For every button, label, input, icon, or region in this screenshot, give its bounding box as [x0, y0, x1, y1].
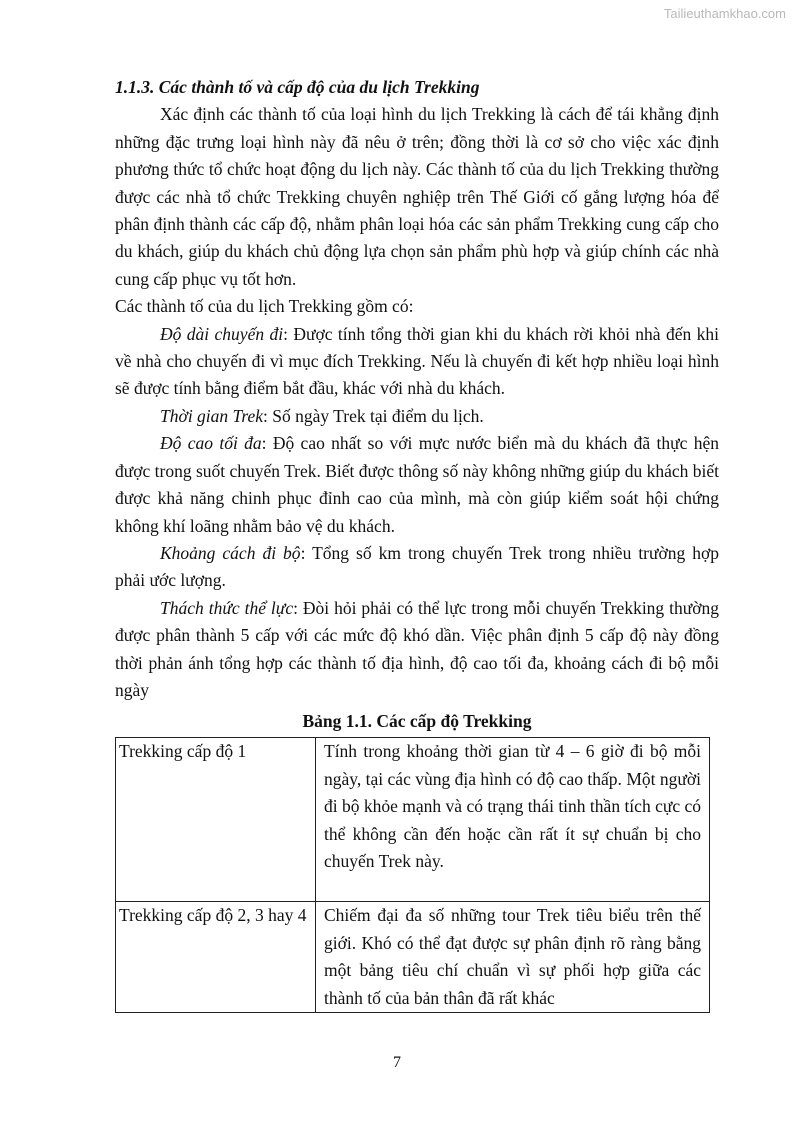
element-term: Khoảng cách đi bộ: [160, 542, 301, 563]
element-text: : Số ngày Trek tại điểm du lịch.: [263, 405, 484, 426]
element-term: Độ dài chuyến đi: [160, 323, 284, 344]
page-number: 7: [393, 1054, 401, 1071]
intro-paragraph: Xác định các thành tố của loại hình du lịch Trekking là cách để tái khẳng định những đặc trưng loại hình này đã nêu ở trên; đồng thời là cơ sở cho việc xác định phương thức tổ chức hoạt động du lịch này. Các thành tố của du lịch Trekking thường được các nhà tổ chức Trekking chuyên nghiệp trên Thế Giới cố gắng lượng hóa để phân định thành các cấp độ, nhằm phân loại hóa các sản phẩm Trekking cung cấp cho du khách, giúp du khách chủ động lựa chọn sản phẩm phù hợp và giúp chính các nhà cung cấp phục vụ tốt hơn.: [115, 104, 719, 289]
table-cell-level: Trekking cấp độ 1: [116, 738, 316, 902]
element-term: Thời gian Trek: [160, 405, 264, 426]
element-paragraph-length: [115, 321, 719, 403]
table-cell-description: Chiếm đại đa số những tour Trek tiêu biểu trên thế giới. Khó có thể đạt được sự phân định rõ ràng bằng một bảng tiêu chí chuẩn vì sự phối hợp giữa các thành tố của bản thân đã rất khác: [316, 902, 710, 1013]
element-paragraph-trek-time: [115, 403, 719, 430]
element-text: : Độ cao nhất so với mực nước biển mà du khách đã thực hện được trong suốt chuyến Trek. Biết được thông số này không những giúp du khách biết được khả năng chinh phục đỉnh cao của mình, mà còn giúp kiểm soát hội chứng không khí loãng nhằm bảo vệ du khách.: [115, 433, 719, 536]
watermark: Tailieuthamkhao.com: [663, 6, 786, 21]
table-cell-description: Tính trong khoảng thời gian từ 4 – 6 giờ đi bộ mỗi ngày, tại các vùng địa hình có độ cao thấp. Một người đi bộ khỏe mạnh và có trạng thái tinh thần tích cực có thể không cần đến hoặc cần rất ít sự chuẩn bị cho chuyến Trek này.: [316, 738, 710, 902]
element-paragraph-physical-challenge: [115, 595, 719, 705]
element-paragraph-walking-distance: [115, 540, 719, 595]
element-term: Độ cao tối đa: [160, 433, 262, 454]
element-paragraph-max-altitude: [115, 430, 719, 540]
section-heading: 1.1.3. Các thành tố và cấp độ của du lịch Trekking: [115, 77, 480, 97]
element-text: : Tổng số km trong chuyến Trek trong nhiều trường hợp phải ước lượng.: [115, 542, 719, 591]
table-row: [116, 738, 710, 902]
element-text: : Đòi hỏi phải có thể lực trong mỗi chuyến Trekking thường được phân thành 5 cấp với các mức độ khó dần. Việc phân định 5 cấp độ này đồng thời phản ánh tổng hợp các thành tố địa hình, độ cao tối đa, khoảng cách đi bộ mỗi ngày: [115, 597, 719, 700]
element-term: Thách thức thể lực: [160, 597, 294, 618]
list-intro: Các thành tố của du lịch Trekking gồm có:: [115, 296, 414, 317]
table-row: [116, 902, 710, 1013]
element-text: : Được tính tổng thời gian khi du khách rời khỏi nhà đến khi về nhà cho chuyến đi vì mục đích Trekking. Nếu là chuyến đi kết hợp nhiều loại hình sẽ được tính bằng điểm bắt đầu, khác với nhà du khách.: [115, 323, 719, 399]
trekking-levels-table: [115, 737, 710, 1013]
table-cell-level: Trekking cấp độ 2, 3 hay 4: [116, 902, 316, 1013]
document-page: [115, 74, 719, 1013]
table-caption: Bảng 1.1. Các cấp độ Trekking: [302, 711, 532, 732]
